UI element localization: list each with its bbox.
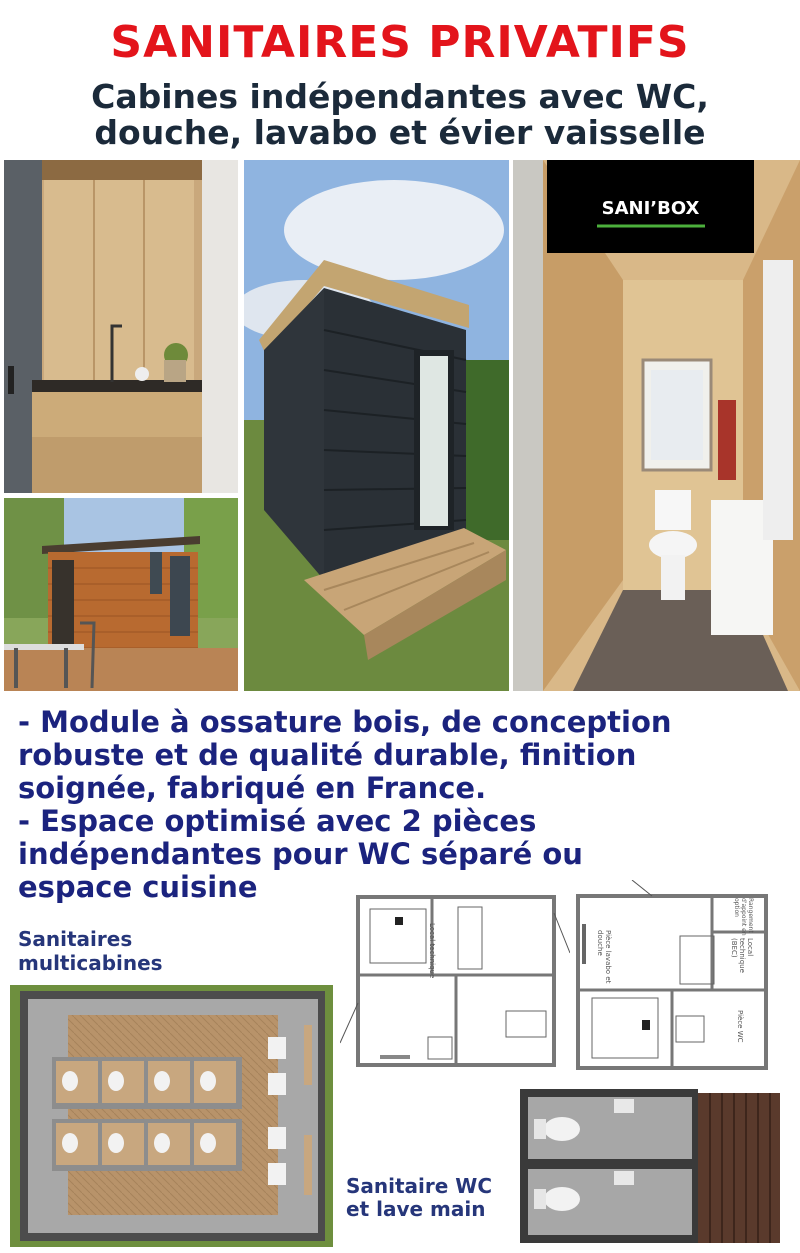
feature-line-2: robuste et de qualité durable, finition xyxy=(18,738,637,772)
feature-line-4: - Espace optimisé avec 2 pièces xyxy=(18,804,537,838)
feature-line-6: espace cuisine xyxy=(18,870,258,904)
photo-interior-sink xyxy=(4,160,238,493)
multicabines-label-line1: Sanitaires xyxy=(18,927,133,951)
floor-plan-1 xyxy=(340,893,570,1073)
plan-label-piece-wc: Pièce WC xyxy=(736,1010,744,1043)
feature-line-3: soignée, fabriqué en France. xyxy=(18,771,487,805)
photo-interior-wc xyxy=(513,160,800,691)
plan-label-local-technique-2: Local technique (BEC) xyxy=(730,938,754,973)
multicabines-top-view xyxy=(10,985,333,1247)
wc-module-top-view xyxy=(520,1085,782,1247)
wc-module-label-line1: Sanitaire WC xyxy=(346,1174,493,1198)
multicabines-label-line2: multicabines xyxy=(18,951,163,975)
page-subtitle-line2: douche, lavabo et évier vaisselle xyxy=(94,113,706,152)
floor-plan-2 xyxy=(572,880,772,1072)
wc-module-label-line2: et lave main xyxy=(346,1197,486,1221)
page-subtitle-line1: Cabines indépendantes avec WC, xyxy=(91,77,709,116)
plan-label-rangement: Rangement d'appoint en option xyxy=(733,898,754,936)
photo-black-cabin xyxy=(244,160,509,691)
photo-cabin-terrace xyxy=(4,498,238,691)
plan-label-piece-lavabo: Pièce lavabo et douche xyxy=(596,930,612,984)
feature-line-5: indépendantes pour WC séparé ou xyxy=(18,837,583,871)
brand-badge: SANI’BOX xyxy=(601,198,700,219)
page-title: SANITAIRES PRIVATIFS xyxy=(110,17,690,68)
plan-label-local-technique: Local technique xyxy=(428,923,436,979)
feature-line-1: - Module à ossature bois, de conception xyxy=(18,705,672,739)
